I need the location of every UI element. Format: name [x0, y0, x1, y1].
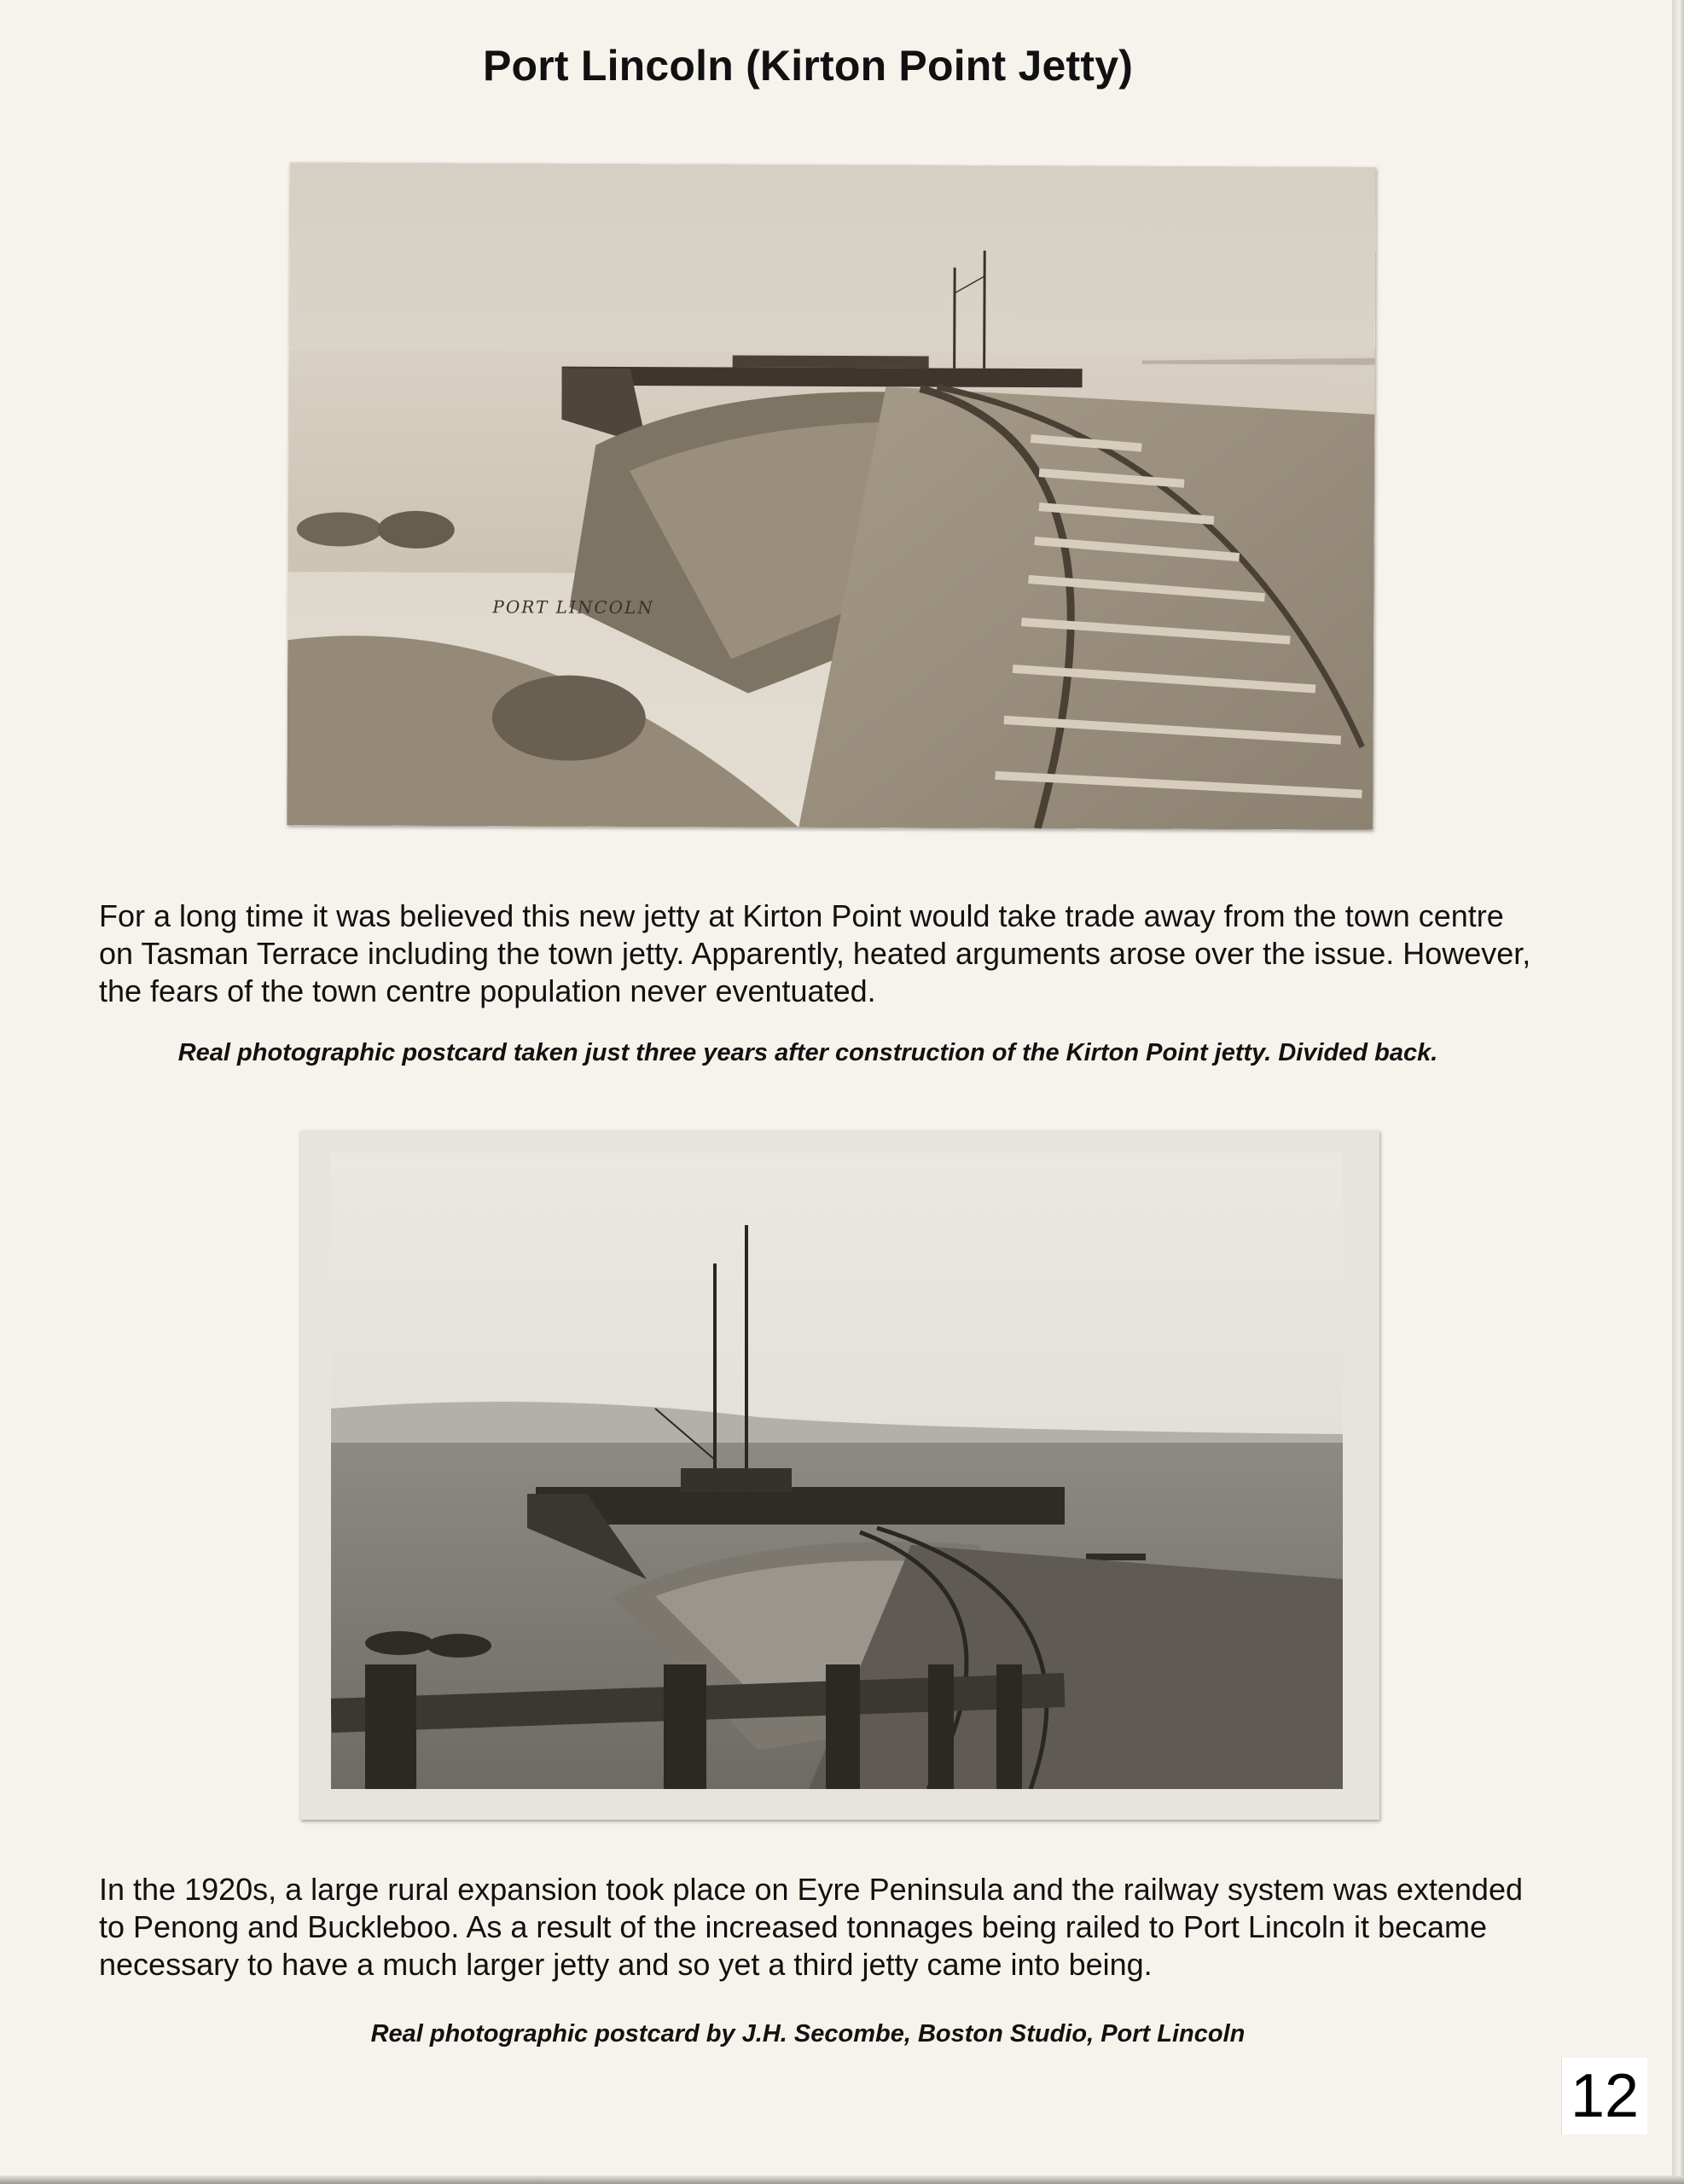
page-edge-shadow	[1672, 0, 1684, 2184]
postcard-photo-kirton-point-2	[300, 1130, 1379, 1820]
page-title: Port Lincoln (Kirton Point Jetty)	[482, 42, 1134, 90]
paragraph-1: For a long time it was believed this new jetty at Kirton Point would take trade away from the town centre on Tasman Terrace including the town jetty. Apparently, heated arguments arose over the issue. However, the fears of the town centre population never eventuated.	[99, 898, 1531, 1008]
caption-1: Real photographic postcard taken just three years after construction of the Kirton Point jetty. Divided back.	[177, 1039, 1438, 1066]
paragraph-2: In the 1920s, a large rural expansion took place on Eyre Peninsula and the railway system was extended to Penong and Buckleboo. As a result of the increased tonnages being railed to Port Lincoln it became necessary to have a much larger jetty and so yet a third jetty came into being.	[99, 1872, 1523, 1982]
postcard-1-handwritten-label: PORT LINCOLN	[492, 596, 654, 619]
postcard-1-illustration	[287, 162, 1375, 830]
page-number: 12	[1561, 2058, 1647, 2135]
page-bottom-edge	[0, 2175, 1684, 2184]
caption-2: Real photographic postcard by J.H. Secombe, Boston Studio, Port Lincoln	[370, 2020, 1246, 2048]
postcard-photo-kirton-point-1	[287, 162, 1375, 830]
postcard-2-illustration	[331, 1153, 1343, 1789]
